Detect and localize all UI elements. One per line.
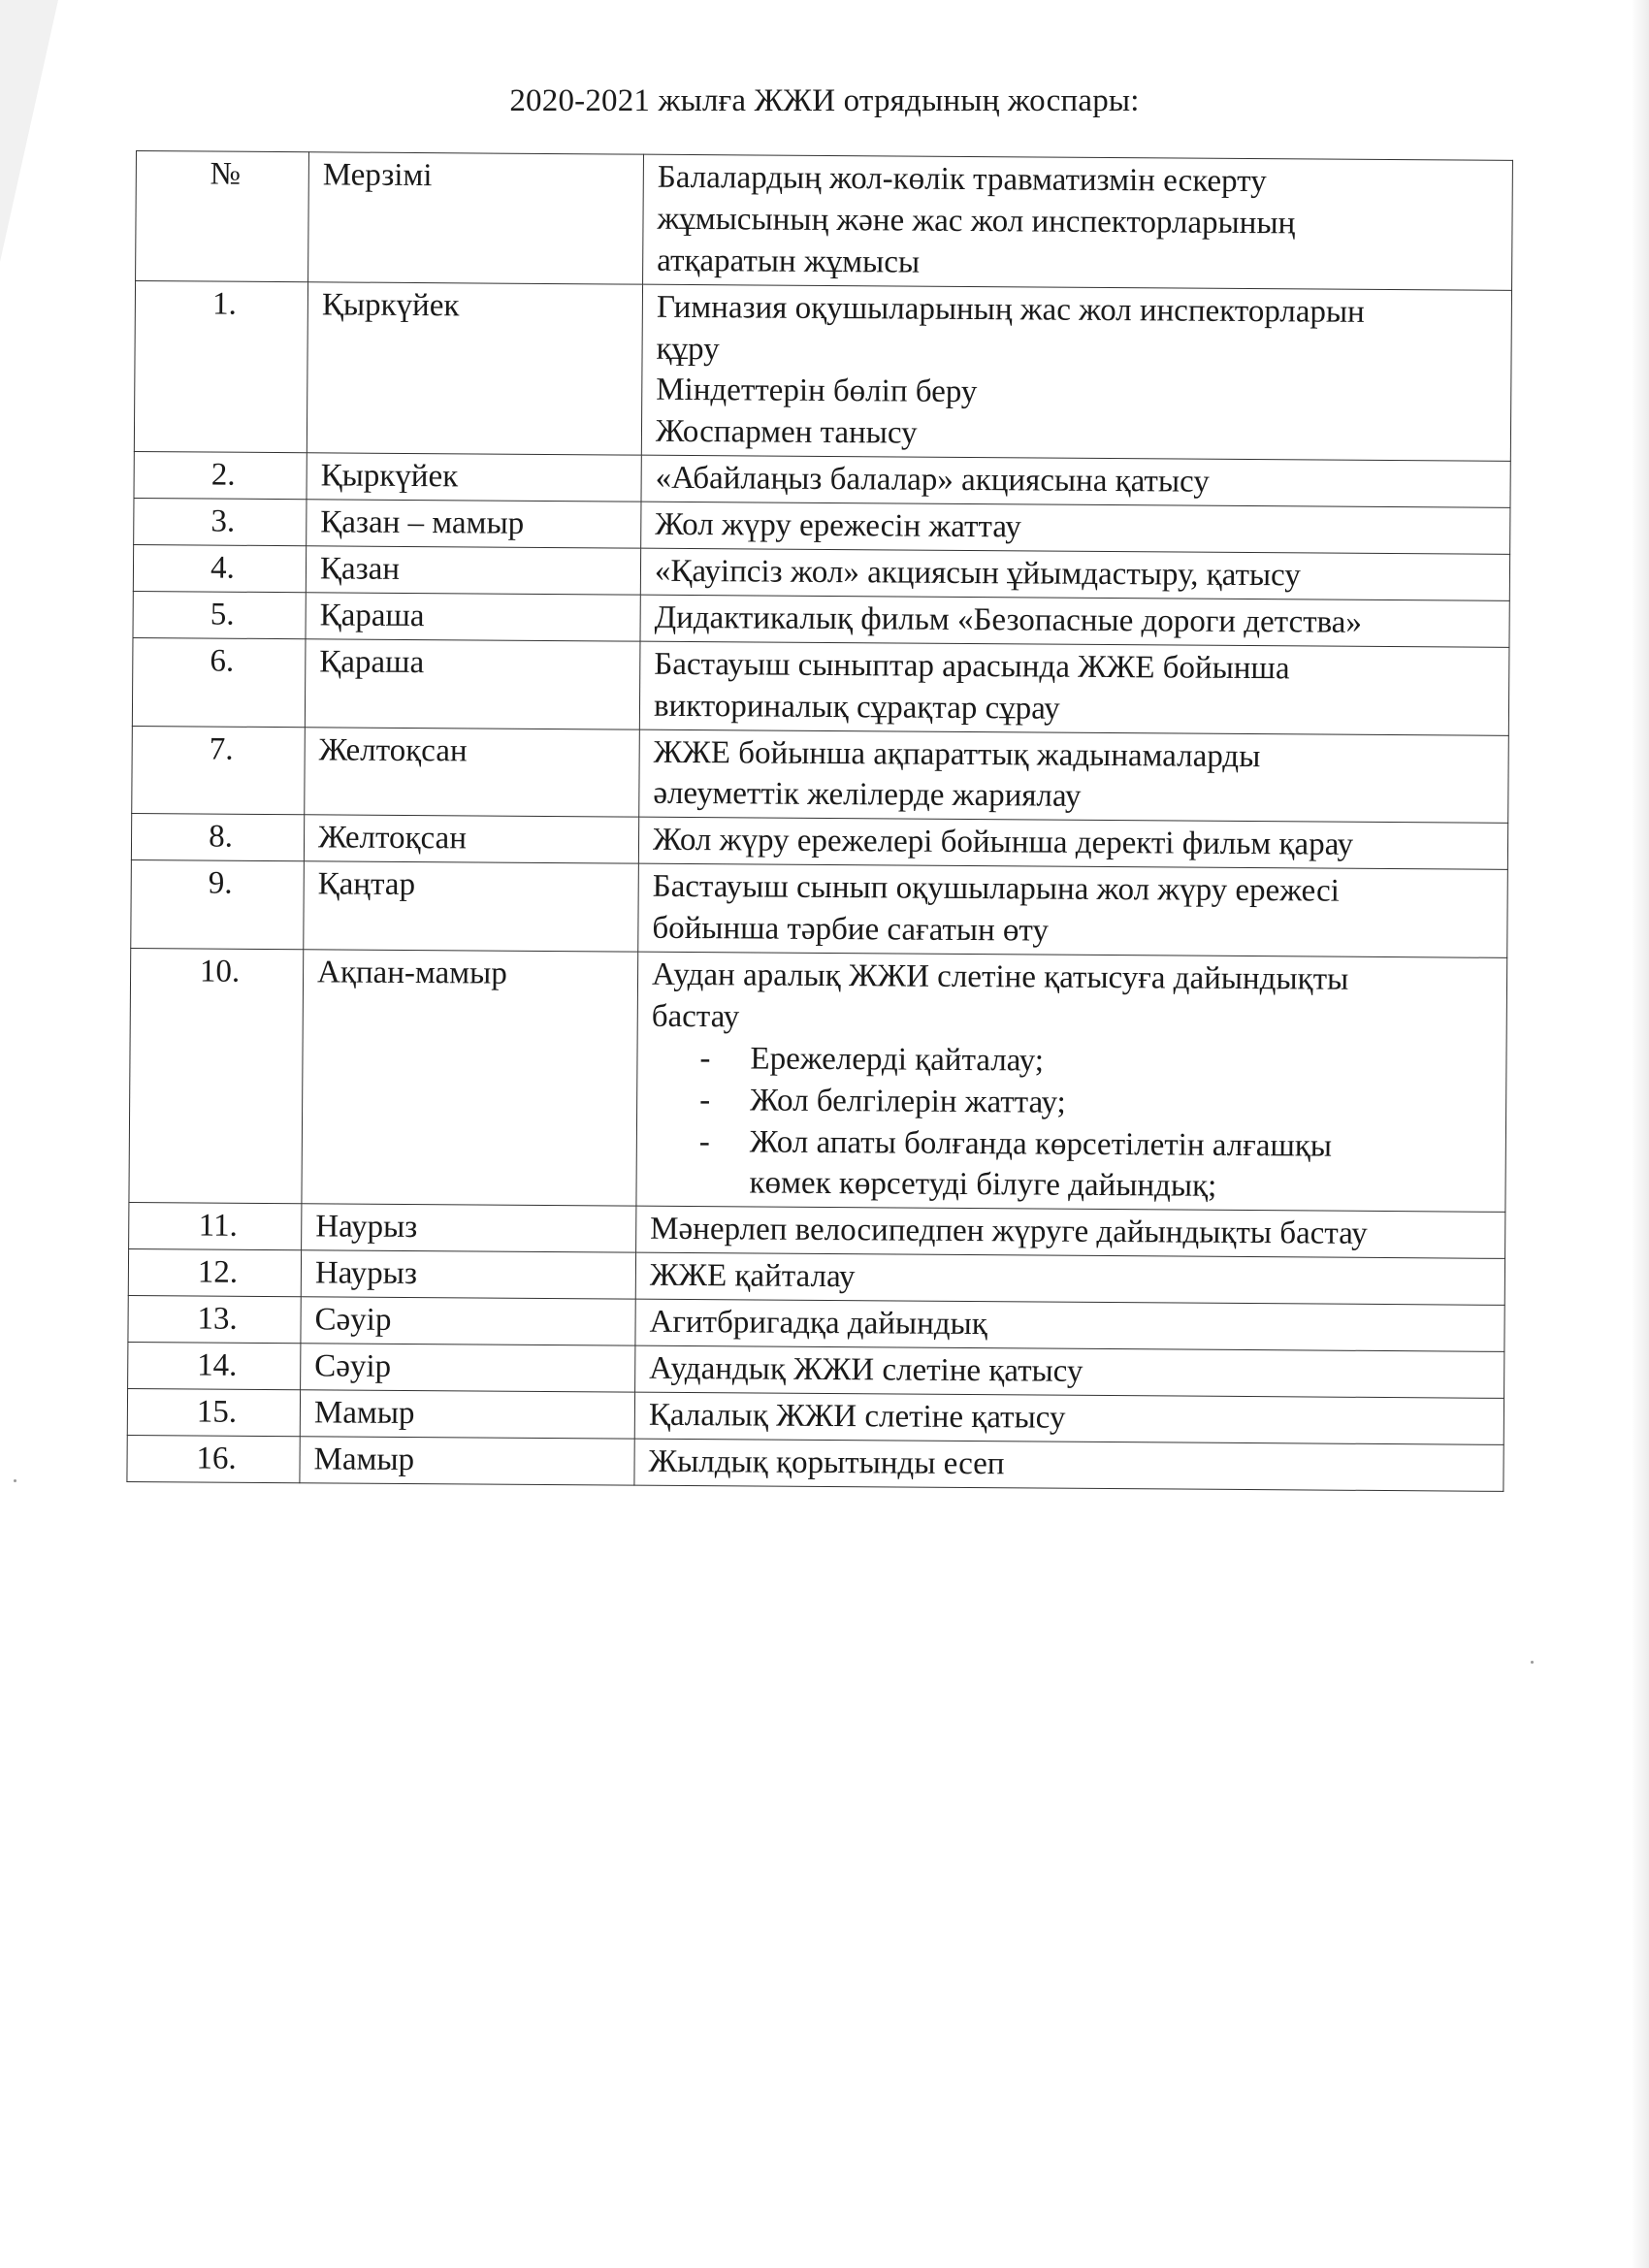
row-date: Ақпан-мамыр (302, 950, 638, 1207)
row-date: Мамыр (300, 1390, 634, 1439)
header-activity-line: жұмысының және жас жол инспекторларының (657, 201, 1296, 242)
table-header-row (136, 151, 1513, 291)
page-edge-shadow (1632, 0, 1649, 2268)
bullet-text (750, 1080, 1066, 1123)
activity-line: Дидактикалық фильм «Безопасные дороги детства» (654, 599, 1363, 640)
activity-line: Қалалық ЖЖИ слетіне қатысу (648, 1397, 1066, 1436)
row-number: 11. (129, 1203, 302, 1250)
row-activity (638, 817, 1507, 869)
row-date: Қыркүйек (307, 281, 642, 455)
header-num: № (136, 151, 309, 282)
table-row (131, 860, 1508, 958)
row-date: Наурыз (302, 1204, 636, 1252)
table-row (134, 280, 1511, 461)
bullet-line: көмек көрсетуді білуге дайындық; (749, 1165, 1217, 1205)
row-activity (634, 1392, 1504, 1444)
row-activity (640, 548, 1509, 600)
row-number: 10. (129, 949, 304, 1205)
row-date: Сәуір (301, 1297, 635, 1345)
row-date: Мамыр (300, 1437, 634, 1485)
row-date: Қаңтар (304, 861, 639, 952)
activity-line: «Абайлаңыз балалар» акциясына қатысу (655, 460, 1210, 500)
row-activity (638, 863, 1508, 957)
bullet-line: Жол белгілерін жаттау; (750, 1083, 1066, 1120)
header-activity-line: атқаратын жұмысы (657, 243, 921, 280)
row-number: 3. (134, 499, 307, 546)
activity-line: Міндеттерін бөліп беру (656, 373, 978, 410)
activity-line: Аудан аралық ЖЖИ слетіне қатысуға дайындықты (651, 956, 1349, 997)
activity-line: Агитбригадқа дайындық (649, 1304, 987, 1343)
dash-marker: - (699, 1040, 711, 1076)
row-date: Қараша (306, 593, 640, 641)
activity-line: Мәнерлеп велосипедпен жүруге дайындықты бастау (650, 1212, 1368, 1252)
scan-speck (1531, 1661, 1534, 1664)
activity-line: викториналық сұрақтар сұрау (653, 688, 1060, 727)
row-date: Қазан (306, 546, 640, 595)
scan-speck (14, 1479, 16, 1482)
row-activity (636, 1207, 1505, 1259)
activity-line: әлеуметтік желілерде жариялау (653, 776, 1082, 815)
activity-line: Жол жүру ережесін жаттау (655, 506, 1021, 545)
row-date: Қазан – мамыр (307, 500, 641, 548)
header-date: Мерзімі (308, 152, 644, 284)
activity-line: құру (656, 331, 720, 367)
row-number: 8. (131, 814, 304, 861)
activity-line: Жылдық қорытынды есеп (648, 1443, 1005, 1482)
row-date: Сәуір (301, 1344, 635, 1392)
activity-line: бастау (651, 998, 740, 1035)
header-activity-line: Балалардың жол-көлік травматизмін ескерту (657, 159, 1267, 200)
row-activity (640, 595, 1509, 647)
bullet-text (750, 1038, 1044, 1082)
row-number: 5. (133, 591, 306, 638)
activity-line: бойынша тәрбие сағатын өту (652, 910, 1050, 949)
row-date: Желтоқсан (305, 727, 640, 817)
row-activity (641, 455, 1510, 507)
row-date: Қыркүйек (307, 453, 641, 502)
row-activity (641, 502, 1510, 554)
row-number: 4. (133, 545, 306, 593)
activity-line: Жоспармен танысу (655, 414, 918, 451)
row-number: 7. (132, 726, 306, 815)
row-activity (636, 952, 1507, 1213)
activity-line: Гимназия оқушыларының жас жол инспекторларын (656, 289, 1365, 330)
row-number: 15. (127, 1388, 300, 1436)
row-number: 16. (127, 1435, 300, 1482)
row-activity (641, 284, 1511, 462)
table-row (129, 949, 1507, 1213)
row-date: Қараша (305, 639, 640, 729)
page-fold-shadow (0, 0, 58, 262)
plan-table-body (127, 151, 1513, 1492)
row-number: 6. (132, 637, 306, 727)
header-activity (643, 154, 1513, 290)
table-row (127, 1435, 1504, 1491)
activity-line: ЖЖЕ қайталау (649, 1257, 856, 1295)
activity-line: Бастауыш сыныптар арасында ЖЖЕ бойынша (654, 646, 1290, 687)
activity-line: Жол жүру ережелері бойынша деректі фильм қарау (652, 823, 1354, 863)
row-number: 12. (128, 1249, 301, 1297)
row-activity (639, 641, 1509, 735)
row-number: 1. (134, 280, 307, 453)
activity-line: Бастауыш сынып оқушыларына жол жүру ережесі (652, 868, 1341, 909)
row-number: 14. (128, 1343, 301, 1390)
row-number: 9. (131, 860, 305, 950)
table-row (132, 726, 1509, 824)
dash-marker: - (699, 1082, 711, 1118)
row-activity (634, 1439, 1504, 1491)
plan-table (126, 150, 1513, 1492)
row-number: 2. (134, 452, 307, 500)
bullet-text (749, 1121, 1332, 1209)
bullet-line: Жол апаты болғанда көрсетілетін алғашқы (749, 1124, 1333, 1164)
activity-bullet (651, 1038, 1498, 1085)
activity-line: Аудандық ЖЖИ слетіне қатысу (649, 1350, 1083, 1389)
activity-bullet (651, 1079, 1498, 1126)
row-number: 13. (128, 1296, 301, 1344)
activity-line: ЖЖЕ бойынша ақпараттық жадынамаларды (653, 734, 1261, 774)
activity-bullet (650, 1120, 1498, 1210)
row-date: Желтоқсан (304, 815, 638, 863)
dash-marker: - (698, 1123, 711, 1159)
page-title: 2020-2021 жылға ЖЖИ отрядының жоспары: (509, 83, 1140, 118)
table-row (132, 637, 1509, 735)
row-date: Наурыз (301, 1250, 635, 1299)
row-activity (635, 1252, 1504, 1305)
row-activity (635, 1345, 1504, 1398)
bullet-line: Ережелерді қайталау; (750, 1041, 1045, 1079)
row-activity (639, 729, 1509, 824)
row-activity (635, 1299, 1504, 1351)
activity-line: «Қауіпсіз жол» акциясын ұйымдастыру, қатысу (654, 553, 1301, 594)
